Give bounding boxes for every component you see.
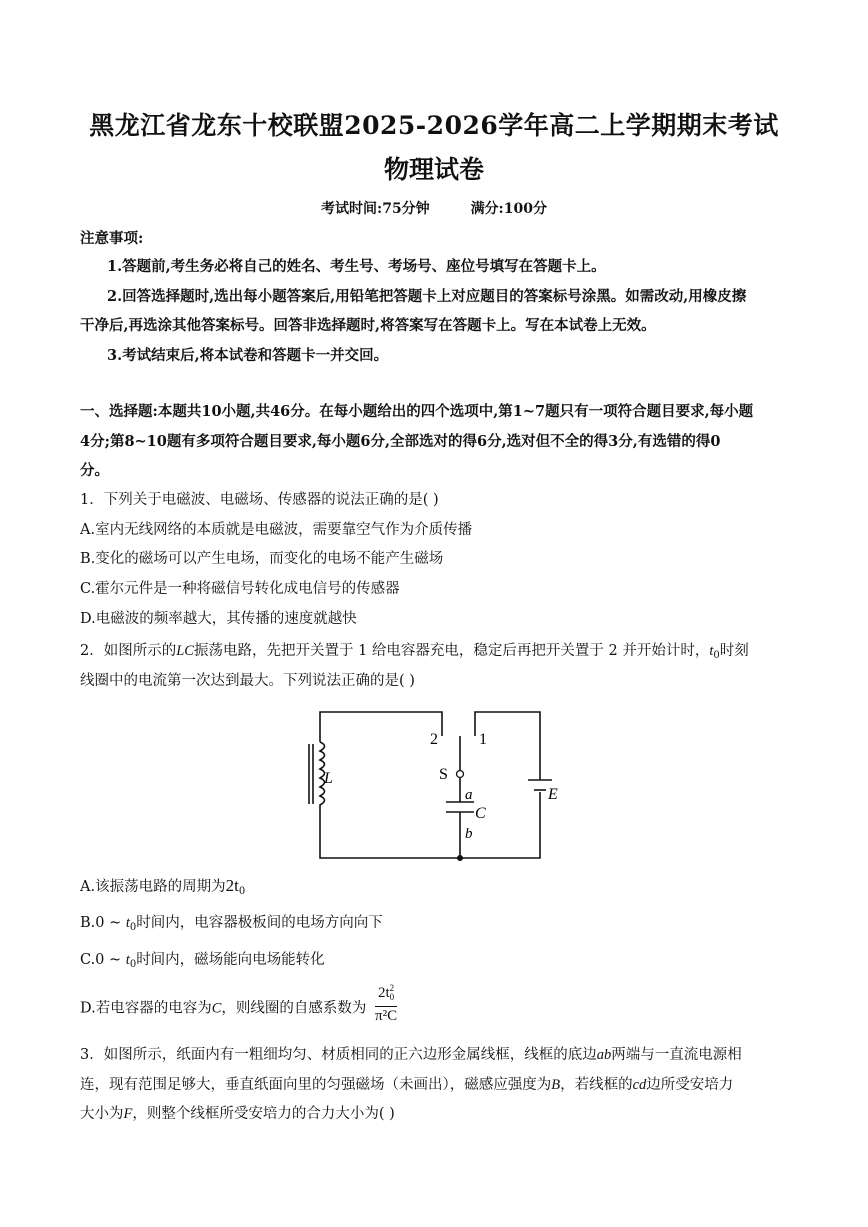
capacitor-label: C [475, 805, 486, 822]
exam-title: 黑龙江省龙东十校联盟2025-2026学年高二上学期期末考试 [89, 111, 779, 140]
exam-subject: 物理试卷 [383, 155, 484, 184]
terminal-1-label: 1 [479, 731, 487, 748]
notice-item: 3.考试结束后,将本试卷和答题卡一并交回。 [107, 347, 389, 364]
q1-option-c: C.霍尔元件是一种将磁信号转化成电信号的传感器 [80, 581, 400, 597]
section-heading-cont: 分。 [80, 462, 109, 479]
q2-stem-cont: 线圈中的电流第一次达到最大。下列说法正确的是( ) [80, 673, 415, 689]
q3-stem-cont: 大小为F，则整个线框所受安培力的合力大小为( ) [80, 1106, 395, 1122]
q1-option-d: D.电磁波的频率越大，其传播的速度就越快 [80, 611, 357, 627]
battery-label: E [548, 786, 558, 803]
exam-meta [0, 198, 868, 218]
inductance-fraction: $2t_0$ 2 π²C [375, 983, 398, 1024]
section-heading: 一、选择题:本题共10小题,共46分。在每小题给出的四个选项中,第1~7题只有一项符合题目要求,每小题 [80, 403, 754, 420]
q3-stem-cont: 连，现有范围足够大，垂直纸面向里的匀强磁场（未画出），磁感应强度为B，若线框的cd边所受安培力 [80, 1077, 734, 1093]
q2-stem: 2．如图所示的LC振荡电路，先把开关置于 1 给电容器充电，稳定后再把开关置于 2 并开始计时，$t_0$时刻 [80, 643, 749, 661]
inductor-label: L [324, 770, 333, 787]
notice-item: 1.答题前,考生务必将自己的姓名、考生号、考场号、座位号填写在答题卡上。 [107, 258, 606, 275]
exam-score: 满分:100分 [470, 201, 547, 217]
notice-item-cont: 干净后,再选涂其他答案标号。回答非选择题时,将答案写在答题卡上。写在本试卷上无效。 [80, 317, 656, 334]
notice-heading: 注意事项: [80, 230, 144, 247]
lc-circuit-figure [300, 704, 580, 866]
q1-stem: 1．下列关于电磁波、电磁场、传感器的说法正确的是( ) [80, 492, 439, 508]
plate-b-label: b [465, 826, 473, 842]
switch-label: S [439, 766, 448, 783]
exam-time: 考试时间:75分钟 [321, 201, 430, 217]
section-heading-cont: 4分;第8~10题有多项符合题目要求,每小题6分,全部选对的得6分,选对但不全的得3分,有选错的得0 [80, 433, 721, 450]
q2-option-a: A.该振荡电路的周期为$2t_0$ [80, 876, 246, 897]
q2-option-d: D.若电容器的电容为C，则线圈的自感系数为 $2t_0$ 2 π²C [80, 983, 398, 1024]
plate-a-label: a [465, 787, 473, 803]
q3-stem: 3．如图所示，纸面内有一粗细均匀、材质相同的正六边形金属线框，线框的底边ab两端与一直流电源相 [80, 1047, 742, 1063]
q1-option-a: A.室内无线网络的本质就是电磁波，需要靠空气作为介质传播 [80, 522, 473, 538]
q2-option-b: B.0 ~ $t_0$时间内，电容器极板间的电场方向向下 [80, 915, 383, 933]
notice-item: 2.回答选择题时,选出每小题答案后,用铅笔把答题卡上对应题目的答案标号涂黑。如需改动,用橡皮擦 [107, 288, 747, 305]
q2-option-c: C.0 ~ $t_0$时间内，磁场能向电场能转化 [80, 952, 325, 970]
terminal-2-label: 2 [430, 731, 438, 748]
q1-option-b: B.变化的磁场可以产生电场，而变化的电场不能产生磁场 [80, 551, 444, 567]
